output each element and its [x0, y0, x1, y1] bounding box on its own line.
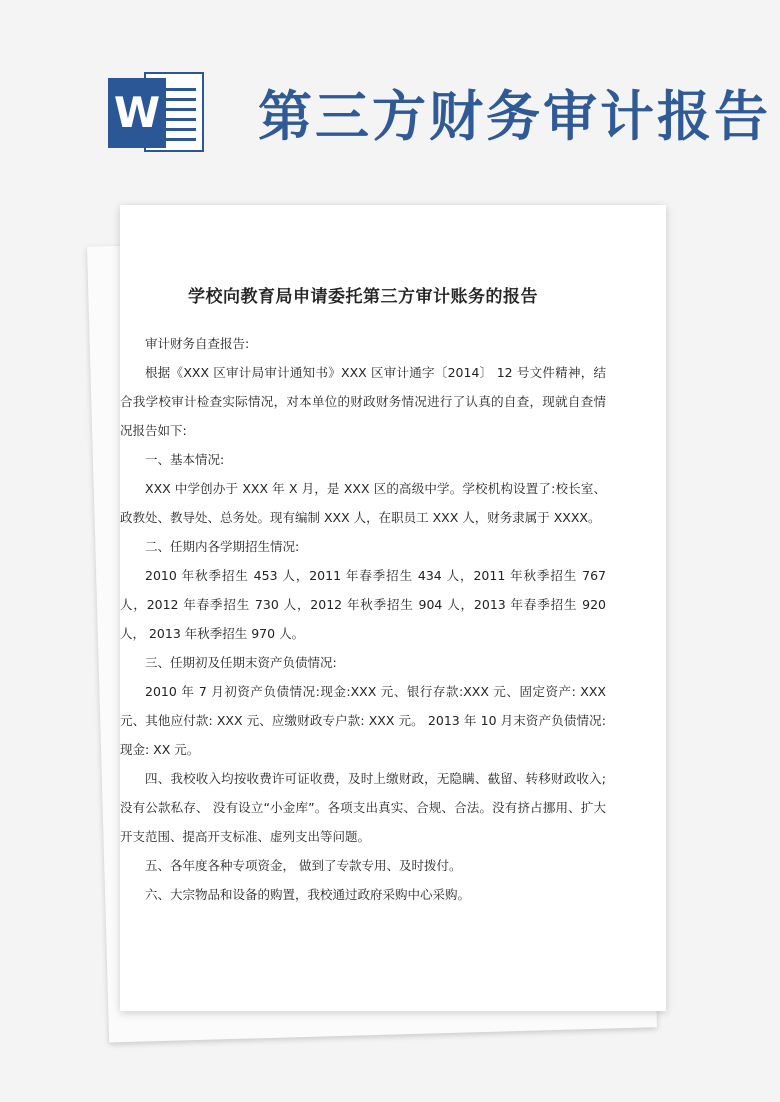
doc-paragraph: 三、任期初及任期末资产负债情况:: [145, 655, 337, 670]
word-icon-letter: W: [108, 78, 166, 148]
doc-paragraph: 2010 年秋季招生 453 人，2011 年春季招生 434 人，2011 年秋季招生 767 人，2012 年春季招生 730 人，2012 年秋季招生 904 人，2013 年春季招生 920 人， 2013 年秋季招生 970 人。: [120, 568, 606, 641]
doc-paragraph: 2010 年 7 月初资产负债情况:现金:XXX 元、银行存款:XXX 元、固定资产: XXX 元、其他应付款: XXX 元、应缴财政专户款: XXX 元。 2013 年 10 月末资产负债情况:现金: XX 元。: [120, 684, 606, 757]
document-title: 学校向教育局申请委托第三方审计账务的报告: [188, 287, 538, 307]
header: [0, 0, 780, 200]
doc-paragraph: 审计财务自查报告:: [145, 336, 250, 351]
doc-paragraph: 根据《XXX 区审计局审计通知书》XXX 区审计通字〔2014〕 12 号文件精神，结合我学校审计检查实际情况，对本单位的财政财务情况进行了认真的自查，现就自查情况报告如下:: [120, 365, 606, 438]
document-body: [120, 282, 606, 909]
doc-paragraph: 五、各年度各种专项资金， 做到了专款专用、及时拨付。: [145, 858, 462, 873]
doc-paragraph: 一、基本情况:: [145, 452, 225, 467]
doc-paragraph: XXX 中学创办于 XXX 年 X 月，是 XXX 区的高级中学。学校机构设置了:校长室、政教处、教导处、总务处。现有编制 XXX 人，在职员工 XXX 人，财务隶属于 XXXX。: [120, 481, 606, 525]
doc-paragraph: 二、任期内各学期招生情况:: [145, 539, 300, 554]
page-title: 第三方财务审计报告: [258, 85, 771, 148]
doc-paragraph: 四、我校收入均按收费许可证收费，及时上缴财政，无隐瞒、截留、转移财政收入;没有公款私存、 没有设立“小金库”。各项支出真实、合规、合法。没有挤占挪用、扩大开支范围、提高开支标准、虚列支出等问题。: [120, 771, 606, 844]
word-document-icon: [108, 68, 208, 156]
doc-paragraph: 六、大宗物品和设备的购置，我校通过政府采购中心采购。: [145, 887, 471, 902]
